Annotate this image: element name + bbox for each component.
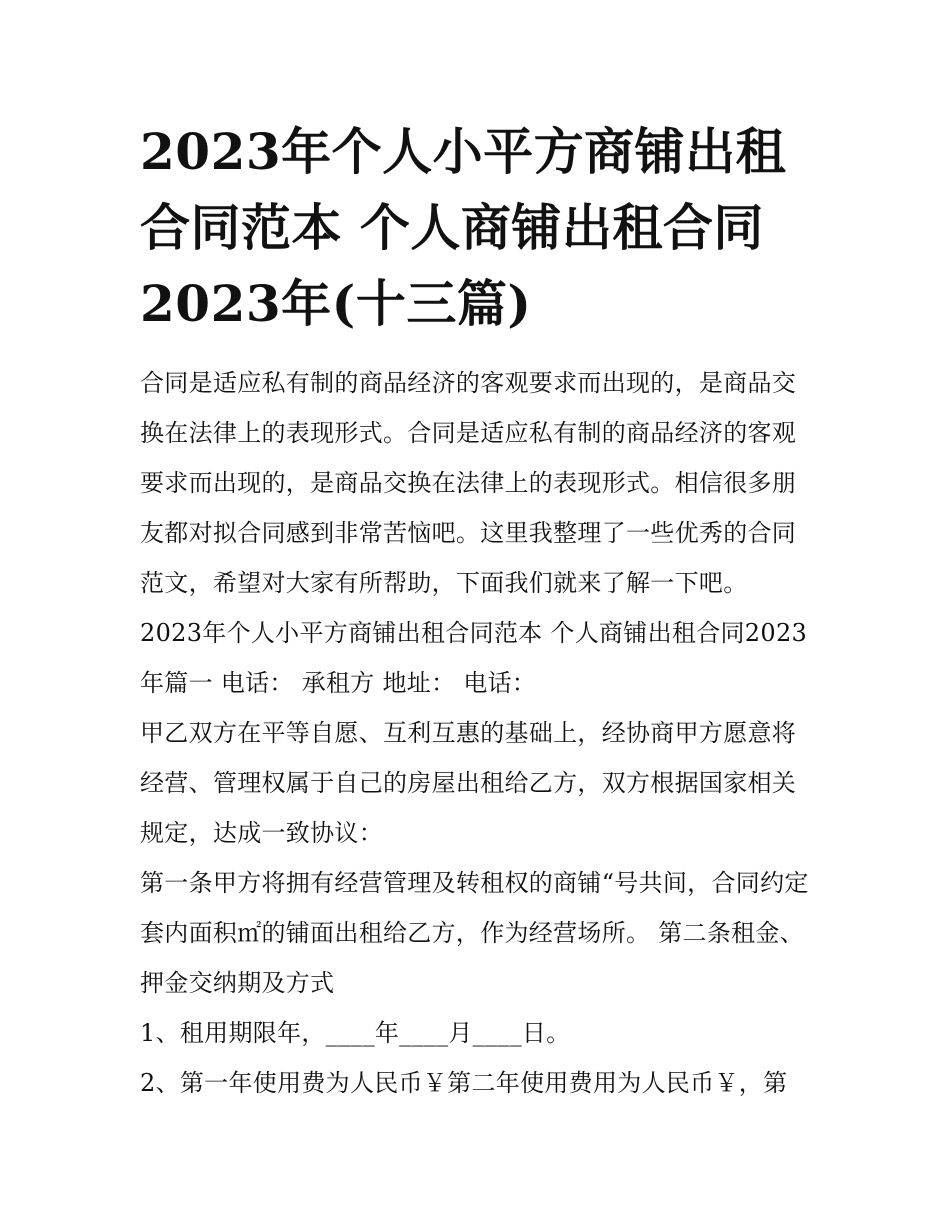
document-body (140, 358, 820, 1108)
contract-heading-paragraph: 2023年个人小平方商铺出租合同范本 个人商铺出租合同2023年篇一 电话： 承租方 地址： 电话： (140, 619, 808, 697)
article-one-paragraph: 第一条甲方将拥有经营管理及转租权的商铺“号共间，合同约定套内面积㎡的铺面出租给乙方，作为经营场所。 第二条租金、押金交纳期及方式 (140, 869, 809, 997)
agreement-paragraph: 甲乙双方在平等自愿、互利互惠的基础上，经协商甲方愿意将经营、管理权属于自己的房屋出租给乙方，双方根据国家相关规定，达成一致协议： (140, 719, 797, 847)
intro-paragraph: 合同是适应私有制的商品经济的客观要求而出现的，是商品交换在法律上的表现形式。合同是适应私有制的商品经济的客观要求而出现的，是商品交换在法律上的表现形式。相信很多朋友都对拟合同感到非常苦恼吧。这里我整理了一些优秀的合同范文，希望对大家有所帮助，下面我们就来了解一下吧。 (140, 369, 797, 597)
document-title: 2023年个人小平方商铺出租合同范本 个人商铺出租合同2023年(十三篇) (140, 122, 787, 333)
term-paragraph: 1、租用期限年，____年____月____日。 (140, 1019, 571, 1047)
fee-paragraph: 2、第一年使用费为人民币￥第二年使用费用为人民币￥，第 (140, 1069, 788, 1097)
